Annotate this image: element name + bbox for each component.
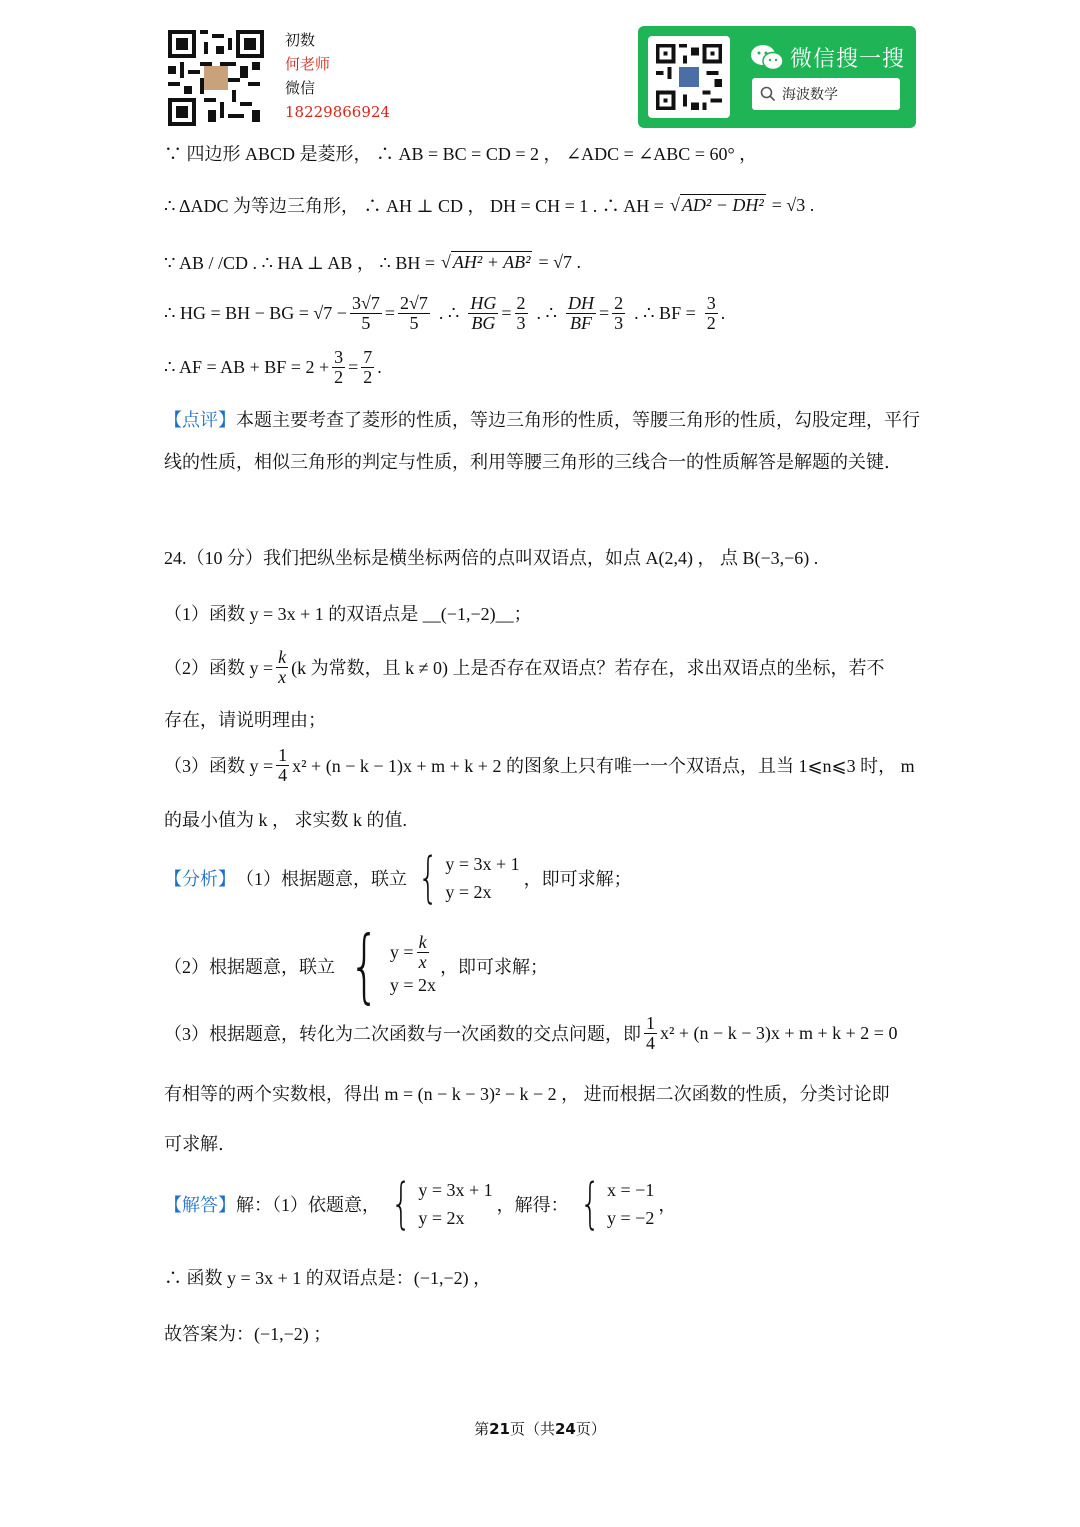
brace-icon: { (579, 1172, 601, 1235)
brace-icon: { (349, 919, 380, 1012)
qr-code-banner (648, 36, 730, 118)
contact-line-1: 初数 (285, 31, 316, 49)
fraction (644, 1014, 657, 1053)
proof-line-5 (164, 348, 382, 387)
fraction-numerator: 3√7 (351, 293, 380, 313)
proof-line-3 (164, 249, 581, 275)
equation-row: y = 2x (445, 882, 492, 902)
wechat-search-banner[interactable] (638, 26, 916, 128)
proof-text: . ∴ (438, 302, 460, 323)
fraction (612, 294, 625, 333)
question-part-3-prefix: （3）函数 y = (164, 756, 274, 777)
comment-paragraph (164, 400, 920, 484)
brace-icon: { (390, 1172, 412, 1235)
analysis-part-3-line-2: 有相等的两个实数根，得出 m = (n − k − 3)² − k − 2 ， 进而根据二次函数的性质，分类讨论即 (164, 1084, 890, 1104)
equals-sign: = (348, 356, 359, 377)
fraction (705, 294, 718, 333)
wechat-icon (750, 44, 784, 72)
equals-sign: = (598, 302, 610, 323)
fraction (515, 294, 528, 333)
proof-line-2 (164, 192, 814, 218)
fraction-numerator: 1 (646, 1013, 655, 1033)
equation-system (573, 1172, 655, 1235)
question-part-3-line-2: 的最小值为 k ， 求实数 k 的值. (164, 810, 407, 830)
fraction-numerator: DH (567, 293, 594, 313)
banner-title: 微信搜一搜 (790, 47, 906, 72)
equation-system (384, 1172, 493, 1235)
answer-part-1 (164, 1172, 677, 1235)
banner-search-box[interactable] (752, 78, 900, 110)
analysis-part-2-prefix: （2）根据题意，联立 (164, 957, 335, 977)
fraction (350, 294, 382, 333)
analysis-part-3-line-3: 可求解. (164, 1134, 224, 1155)
sqrt-radicand: AH² + AB² (452, 252, 531, 272)
question-part-2-rest: (k 为常数，且 k ≠ 0) 上是否存在双语点？若存在，求出双语点的坐标，若不 (291, 658, 885, 679)
sqrt-radicand: AD² − DH² (681, 195, 764, 215)
equation-row: y = −2 (607, 1208, 655, 1228)
answer-tag: 【解答】 (164, 1195, 236, 1215)
fraction (468, 294, 498, 333)
question-stem: 24.（10 分）我们把纵坐标是横坐标两倍的点叫双语点，如点 A(2,4) ， 点 B(−3,−6) . (164, 548, 819, 568)
footer-text: 页（共 (509, 1420, 555, 1438)
proof-text: . ∴ (536, 302, 557, 323)
fraction-denominator: 4 (646, 1032, 655, 1053)
fraction-denominator: 2 (363, 366, 373, 387)
equation-row (390, 933, 436, 972)
fraction (398, 294, 430, 333)
fraction-denominator: x (418, 951, 427, 972)
answer-line-3: 故答案为：(−1,−2) ； (164, 1324, 332, 1344)
fraction-numerator: 2 (614, 293, 624, 313)
fraction-numerator: 3 (334, 347, 344, 367)
proof-line-4-prefix: ∴ HG = BH − BG = √7 − (164, 302, 347, 323)
equation-row: y = 3x + 1 (418, 1180, 493, 1200)
wechat-title-group (750, 42, 905, 73)
proof-line-3-a: ∵ AB / /CD . ∴ HA ⊥ AB ， ∴ BH = (164, 253, 435, 273)
fraction-numerator: HG (470, 293, 497, 313)
brace-icon: { (417, 846, 439, 909)
sqrt-expression: √ AH² + AB² (440, 252, 531, 272)
equation-row: y = 2x (418, 1208, 465, 1228)
period: . (720, 302, 726, 323)
fraction-denominator: BF (569, 312, 592, 333)
banner-search-text: 海波数学 (782, 87, 838, 103)
fraction-numerator: k (278, 647, 287, 667)
contact-name: 何老师 (285, 55, 331, 73)
analysis-part-3 (164, 1014, 897, 1053)
fraction-denominator: BG (471, 312, 496, 333)
fraction (417, 933, 429, 972)
equation-row: x = −1 (607, 1180, 655, 1200)
fraction (361, 348, 374, 387)
fraction (332, 348, 345, 387)
fraction (276, 648, 288, 687)
proof-line-2-c: = √3 . (771, 194, 815, 215)
proof-line-1: ∵ 四边形 ABCD 是菱形， ∴ AB = BC = CD = 2 ， ∠ADC = ∠ABC = 60° ， (164, 144, 758, 164)
proof-line-2-a: ∴ ΔADC 为等边三角形， ∴ AH ⊥ CD ， DH = CH = 1 . ∴ AH = (164, 196, 664, 216)
fraction-denominator: x (278, 666, 287, 687)
page-number: 21 (489, 1420, 510, 1438)
fraction-denominator: 3 (614, 312, 624, 333)
answer-part-1-prefix: 解：（1）依题意， (236, 1195, 380, 1215)
question-part-2 (164, 648, 885, 687)
qr-code-left (168, 30, 264, 126)
equation-system (339, 919, 437, 1012)
analysis-part-3-rest: x² + (n − k − 3)x + m + k + 2 = 0 (660, 1022, 898, 1043)
contact-line-3: 微信 (285, 79, 316, 97)
equation-system (411, 846, 520, 909)
question-part-2-prefix: （2）函数 y = (164, 658, 274, 679)
fraction (276, 746, 289, 785)
fraction-numerator: 7 (363, 347, 373, 367)
fraction-denominator: 5 (361, 312, 371, 333)
proof-line-3-c: = √7 . (538, 251, 582, 272)
sqrt-expression: √ AD² − DH² (669, 195, 764, 215)
question-part-3 (164, 746, 915, 785)
equals-sign: = (501, 302, 512, 323)
footer-text: 第 (474, 1420, 490, 1438)
answer-part-1-mid: ，解得： (496, 1195, 569, 1215)
analysis-part-3-prefix: （3）根据题意，转化为二次函数与一次函数的交点问题，即 (164, 1024, 641, 1045)
equation-row: y = 3x + 1 (445, 854, 520, 874)
analysis-part-1 (164, 846, 632, 909)
question-part-1: （1）函数 y = 3x + 1 的双语点是 __(−1,−2)__； (164, 604, 532, 624)
analysis-part-1-prefix: （1）根据题意，联立 (236, 869, 407, 889)
fraction-numerator: k (418, 931, 427, 952)
fraction-numerator: 1 (278, 745, 288, 765)
fraction-denominator: 3 (516, 312, 526, 333)
question-part-3-rest: x² + (n − k − 1)x + m + k + 2 的图象上只有唯一一个双语点，且当 1⩽n⩽3 时， m (292, 756, 915, 777)
fraction-numerator: 2 (516, 293, 526, 313)
analysis-part-2 (164, 919, 549, 1012)
contact-info (285, 28, 390, 124)
answer-line-2: ∴ 函数 y = 3x + 1 的双语点是：(−1,−2) ， (164, 1268, 492, 1288)
analysis-part-1-suffix: ，即可求解； (523, 869, 632, 889)
answer-part-1-end: ， (658, 1195, 677, 1215)
contact-phone: 18229866924 (285, 103, 390, 121)
period: . (377, 356, 382, 377)
analysis-tag: 【分析】 (164, 869, 236, 889)
proof-line-4 (164, 294, 725, 333)
footer-text: 页） (575, 1420, 606, 1438)
comment-text: 本题主要考查了菱形的性质，等边三角形的性质，等腰三角形的性质，勾股定理，平行线的性质，相似三角形的判定与性质，利用等腰三角形的三线合一的性质解答是解题的关键. (164, 410, 920, 473)
search-icon (760, 86, 776, 102)
fraction-denominator: 5 (409, 312, 419, 333)
fraction-numerator: 3 (706, 293, 716, 313)
equation-row: y = 2x (389, 975, 437, 996)
analysis-part-2-suffix: ，即可求解； (440, 957, 549, 977)
fraction-numerator: 2√7 (400, 293, 428, 313)
comment-tag: 【点评】 (164, 410, 236, 431)
page-footer (0, 1418, 1080, 1439)
page-total: 24 (555, 1420, 576, 1438)
proof-line-5-prefix: ∴ AF = AB + BF = 2 + (164, 356, 330, 377)
fraction-denominator: 2 (706, 312, 716, 333)
equation-text: y = (389, 942, 414, 962)
fraction (566, 294, 596, 333)
fraction-denominator: 2 (334, 366, 344, 387)
fraction-denominator: 4 (278, 764, 288, 785)
question-part-2-line-2: 存在，请说明理由； (164, 710, 326, 731)
equals-sign: = (384, 302, 395, 323)
proof-text: . ∴ BF = (634, 302, 696, 323)
